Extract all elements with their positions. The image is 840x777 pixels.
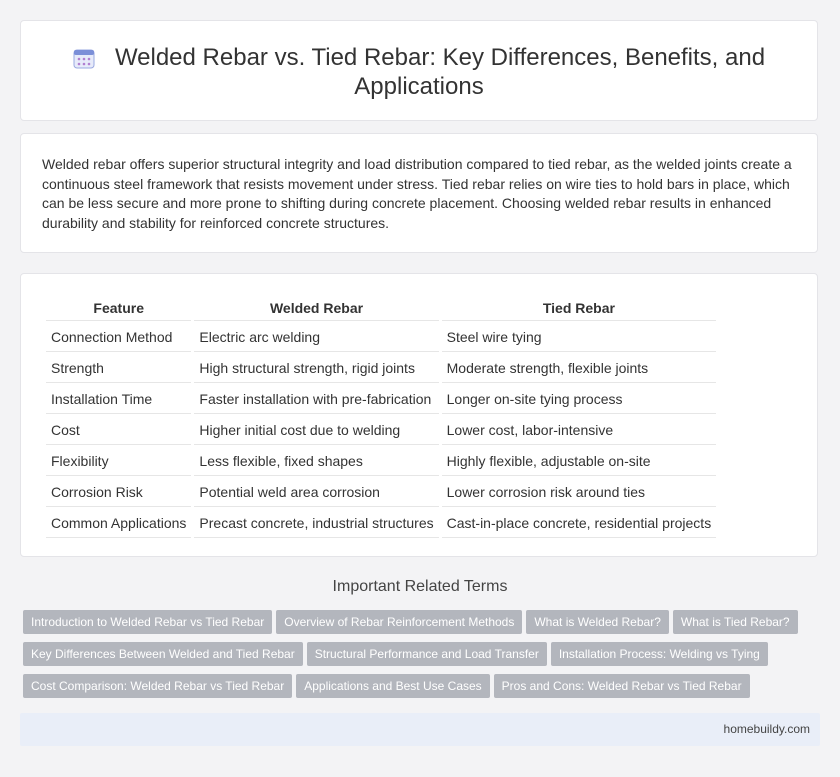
column-header: Feature [46,296,191,321]
table-body [46,322,716,538]
table-row [46,384,716,414]
table-cell: Steel wire tying [442,322,717,352]
table-cell: High structural strength, rigid joints [194,353,438,383]
table-cell: Flexibility [46,446,191,476]
related-term-tag[interactable]: Key Differences Between Welded and Tied Rebar [23,642,303,666]
table-header-row [46,296,716,321]
table-cell: Strength [46,353,191,383]
table-cell: Lower corrosion risk around ties [442,477,717,507]
related-term-tag[interactable]: Pros and Cons: Welded Rebar vs Tied Rebar [494,674,750,698]
table-cell: Highly flexible, adjustable on-site [442,446,717,476]
related-term-tag[interactable]: What is Tied Rebar? [673,610,798,634]
comparison-card [20,273,818,557]
title-card [20,20,818,121]
table-row [46,477,716,507]
table-row [46,322,716,352]
table-cell: Potential weld area corrosion [194,477,438,507]
tag-row [23,610,823,642]
related-term-tag[interactable]: Structural Performance and Load Transfer [307,642,547,666]
table-cell: Precast concrete, industrial structures [194,508,438,538]
related-term-tag[interactable]: Cost Comparison: Welded Rebar vs Tied Rebar [23,674,292,698]
table-cell: Higher initial cost due to welding [194,415,438,445]
tag-row [23,642,823,674]
related-term-tag[interactable]: Overview of Rebar Reinforcement Methods [276,610,522,634]
related-term-tag[interactable]: Installation Process: Welding vs Tying [551,642,768,666]
tag-row [23,674,823,706]
page-title: Welded Rebar vs. Tied Rebar: Key Differences, Benefits, and Applications [114,44,766,100]
related-terms-heading: Important Related Terms [332,578,508,595]
table-cell: Connection Method [46,322,191,352]
table-cell: Common Applications [46,508,191,538]
table-cell: Electric arc welding [194,322,438,352]
table-cell: Lower cost, labor-intensive [442,415,717,445]
intro-card [20,133,818,253]
table-row [46,508,716,538]
table-cell: Faster installation with pre-fabrication [194,384,438,414]
table-cell: Corrosion Risk [46,477,191,507]
footer [20,713,820,746]
related-term-tag[interactable]: What is Welded Rebar? [526,610,669,634]
table-cell: Installation Time [46,384,191,414]
related-term-tag[interactable]: Introduction to Welded Rebar vs Tied Rebar [23,610,272,634]
table-row [46,353,716,383]
footer-site[interactable]: homebuildy.com [723,722,810,736]
table-cell: Moderate strength, flexible joints [442,353,717,383]
column-header: Welded Rebar [194,296,438,321]
table-cell: Less flexible, fixed shapes [194,446,438,476]
comparison-table [43,295,719,539]
table-cell: Longer on-site tying process [442,384,717,414]
page-title-wrap [21,43,817,101]
column-header: Tied Rebar [442,296,717,321]
intro-paragraph: Welded rebar offers superior structural integrity and load distribution compared to tied rebar, as the welded joints create a continuous steel framework that resists movement under stress. Tied rebar relies on wire ties to hold bars in place, which can be less secure and more prone to shifting during concrete placement. Choosing welded rebar results in enhanced durability and stability for reinforced concrete structures. [42,156,792,231]
related-terms-tags [23,610,823,706]
table-cell: Cost [46,415,191,445]
table-row [46,446,716,476]
table-cell: Cast-in-place concrete, residential projects [442,508,717,538]
table-row [46,415,716,445]
related-term-tag[interactable]: Applications and Best Use Cases [296,674,489,698]
calendar-icon [73,47,95,69]
